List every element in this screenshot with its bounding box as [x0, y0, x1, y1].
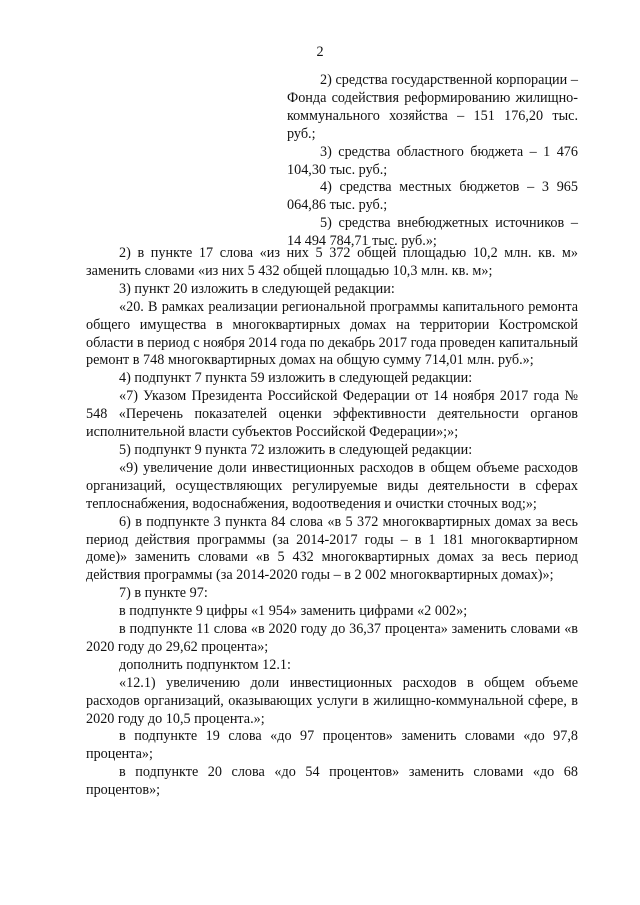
paragraph: 5) подпункт 9 пункта 72 изложить в следующей редакции: — [119, 441, 473, 458]
paragraph: 4) подпункт 7 пункта 59 изложить в следующей редакции: — [119, 370, 473, 387]
paragraph: 6) в подпункте 3 пункта 84 слова «в 5 372 многоквартирных домах за весь период действия программы (за 2014-2017 годы – в 1 181 многоквартирном доме)» заменить словами «в 5 432 многоквартирных домах за весь период действия программы (за 2014-2020 годы – в 2 002 многоквартирных домах)»; — [86, 513, 578, 584]
paragraph: «12.1) увеличению доли инвестиционных расходов в общем объеме расходов организаций, оказывающих услуги в жилищно-коммунальной сфере, в 2020 году до 10,5 процента.»; — [86, 674, 578, 727]
paragraph: «9) увеличение доли инвестиционных расходов в общем объеме расходов организаций, осуществляющих регулируемые виды деятельности в сферах теплоснабжения, водоснабжения, водоотведения и очистки сточных вод;»; — [86, 459, 578, 512]
funding-item: 3) средства областного бюджета – 1 476 104,30 тыс. руб.; — [287, 143, 578, 178]
funding-item: 5) средства внебюджетных источников – 14 494 784,71 тыс. руб.»; — [287, 215, 578, 250]
paragraph: в подпункте 20 слова «до 54 процентов» заменить словами «до 68 процентов»; — [86, 764, 578, 799]
paragraph: 3) пункт 20 изложить в следующей редакции: — [119, 280, 395, 297]
paragraph: в подпункте 9 цифры «1 954» заменить цифрами «2 002»; — [119, 603, 468, 620]
document-body — [86, 245, 578, 800]
paragraph: 2) в пункте 17 слова «из них 5 372 общей площадью 10,2 млн. кв. м» заменить словами «из них 5 432 общей площадью 10,3 млн. кв. м»; — [86, 245, 578, 279]
paragraph: в подпункте 19 слова «до 97 процентов» заменить словами «до 97,8 процента»; — [86, 728, 578, 763]
funding-sources-list — [287, 72, 578, 251]
page-number: 2 — [316, 44, 324, 60]
paragraph: дополнить подпунктом 12.1: — [119, 656, 291, 673]
paragraph: 7) в пункте 97: — [119, 585, 208, 602]
paragraph: «7) Указом Президента Российской Федерации от 14 ноября 2017 года № 548 «Перечень показателей оценки эффективности деятельности органов исполнительной власти субъектов Российской Федерации»;»; — [86, 388, 578, 441]
funding-item: 4) средства местных бюджетов – 3 965 064,86 тыс. руб.; — [287, 179, 578, 214]
funding-item: 2) средства государственной корпорации – Фонда содействия реформированию жилищно-коммунального хозяйства – 151 176,20 тыс. руб.; — [287, 72, 578, 142]
paragraph: «20. В рамках реализации региональной программы капитального ремонта общего имущества в многоквартирных домах на территории Костромской области в период с ноября 2014 года по декабрь 2017 года проведен капитальный ремонт в 748 многоквартирных домах на общую сумму 714,01 млн. руб.»; — [86, 298, 578, 369]
paragraph: в подпункте 11 слова «в 2020 году до 36,37 процента» заменить словами «в 2020 году до 29,62 процента»; — [86, 621, 578, 655]
